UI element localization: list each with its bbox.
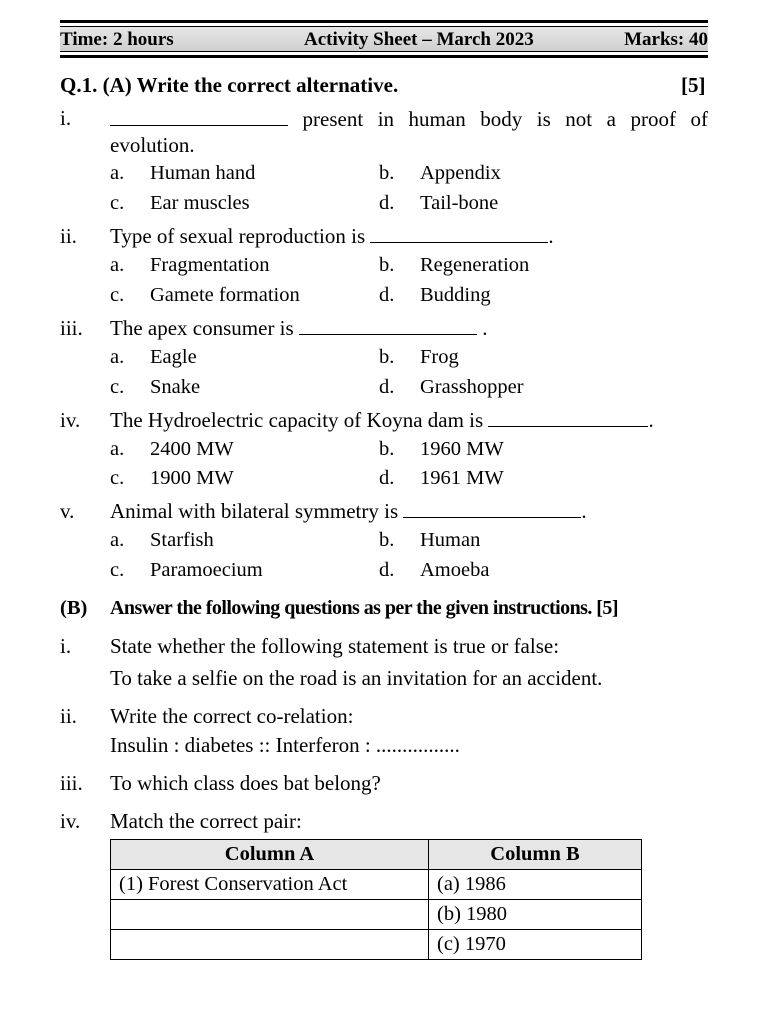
- answer-blank: [488, 408, 648, 427]
- option-text: Snake: [150, 376, 201, 398]
- header-marks: Marks: 40: [624, 28, 708, 50]
- option-label: d.: [379, 559, 395, 581]
- question-number: i.: [60, 634, 72, 658]
- option-label: d.: [379, 284, 395, 306]
- option-text: Ear muscles: [150, 192, 250, 214]
- question-number: ii.: [60, 224, 77, 248]
- answer-blank: [299, 316, 477, 335]
- question-text: Match the correct pair:: [110, 809, 302, 833]
- option-text: Amoeba: [420, 559, 490, 581]
- option-text: 1900 MW: [150, 467, 234, 489]
- option-label: c.: [110, 284, 125, 306]
- match-pair-table: [110, 839, 642, 960]
- table-cell: [111, 930, 429, 960]
- question-number: i.: [60, 106, 72, 130]
- table-cell: (b) 1980: [429, 900, 642, 930]
- question-number: iii.: [60, 771, 83, 795]
- option-text: Grasshopper: [420, 376, 524, 398]
- table-header-row: [111, 840, 642, 870]
- answer-blank: [403, 499, 581, 518]
- part-b-label: (B): [60, 597, 88, 619]
- option-label: b.: [379, 438, 395, 460]
- q1-heading: Q.1. (A) Write the correct alternative.: [60, 73, 399, 97]
- question-number: iv.: [60, 408, 81, 432]
- question-text-continued: evolution.: [110, 133, 195, 157]
- column-a-header: Column A: [111, 840, 429, 870]
- table-cell: (c) 1970: [429, 930, 642, 960]
- option-label: d.: [379, 192, 395, 214]
- table-cell: (a) 1986: [429, 870, 642, 900]
- option-label: a.: [110, 438, 125, 460]
- answer-blank: [370, 224, 548, 243]
- option-label: b.: [379, 162, 395, 184]
- option-label: a.: [110, 346, 125, 368]
- table-cell: [111, 900, 429, 930]
- question-text: The Hydroelectric capacity of Koyna dam is .: [110, 408, 654, 432]
- option-label: b.: [379, 254, 395, 276]
- header-bar: [60, 20, 708, 58]
- header-title: Activity Sheet – March 2023: [304, 28, 534, 50]
- option-text: Gamete formation: [150, 284, 300, 306]
- option-label: c.: [110, 192, 125, 214]
- question-statement: To take a selfie on the road is an invitation for an accident.: [110, 666, 603, 690]
- part-b-heading: Answer the following questions as per the given instructions. [5]: [110, 597, 618, 619]
- option-label: c.: [110, 559, 125, 581]
- question-number: ii.: [60, 704, 77, 728]
- answer-blank: [110, 107, 288, 126]
- question-text: Type of sexual reproduction is .: [110, 224, 554, 248]
- question-text: The apex consumer is .: [110, 316, 488, 340]
- option-text: Fragmentation: [150, 254, 270, 276]
- option-text: Human: [420, 529, 481, 551]
- option-text: Paramoecium: [150, 559, 263, 581]
- question-number: v.: [60, 499, 75, 523]
- question-text: Write the correct co-relation:: [110, 704, 354, 728]
- table-row: [111, 930, 642, 960]
- option-text: Eagle: [150, 346, 197, 368]
- q1-marks: [5]: [681, 73, 706, 97]
- option-label: a.: [110, 162, 125, 184]
- question-text: present in human body is not a proof of: [110, 106, 708, 133]
- option-label: b.: [379, 346, 395, 368]
- option-text: Starfish: [150, 529, 214, 551]
- option-text: Regeneration: [420, 254, 530, 276]
- option-text: 1961 MW: [420, 467, 504, 489]
- option-label: b.: [379, 529, 395, 551]
- option-text: Appendix: [420, 162, 501, 184]
- option-label: a.: [110, 529, 125, 551]
- option-text: Tail-bone: [420, 192, 499, 214]
- option-label: c.: [110, 376, 125, 398]
- option-label: d.: [379, 467, 395, 489]
- question-text: State whether the following statement is true or false:: [110, 634, 560, 658]
- table-cell: (1) Forest Conservation Act: [111, 870, 429, 900]
- question-correlation: Insulin : diabetes :: Interferon : ................: [110, 733, 460, 757]
- table-row: [111, 870, 642, 900]
- option-text: Frog: [420, 346, 459, 368]
- table-row: [111, 900, 642, 930]
- question-text: Animal with bilateral symmetry is .: [110, 499, 587, 523]
- option-text: 2400 MW: [150, 438, 234, 460]
- question-number: iii.: [60, 316, 83, 340]
- option-text: Budding: [420, 284, 491, 306]
- option-text: 1960 MW: [420, 438, 504, 460]
- header-time: Time: 2 hours: [60, 28, 174, 50]
- question-text: To which class does bat belong?: [110, 771, 381, 795]
- option-text: Human hand: [150, 162, 256, 184]
- column-b-header: Column B: [429, 840, 642, 870]
- option-label: a.: [110, 254, 125, 276]
- option-label: d.: [379, 376, 395, 398]
- option-label: c.: [110, 467, 125, 489]
- question-number: iv.: [60, 809, 81, 833]
